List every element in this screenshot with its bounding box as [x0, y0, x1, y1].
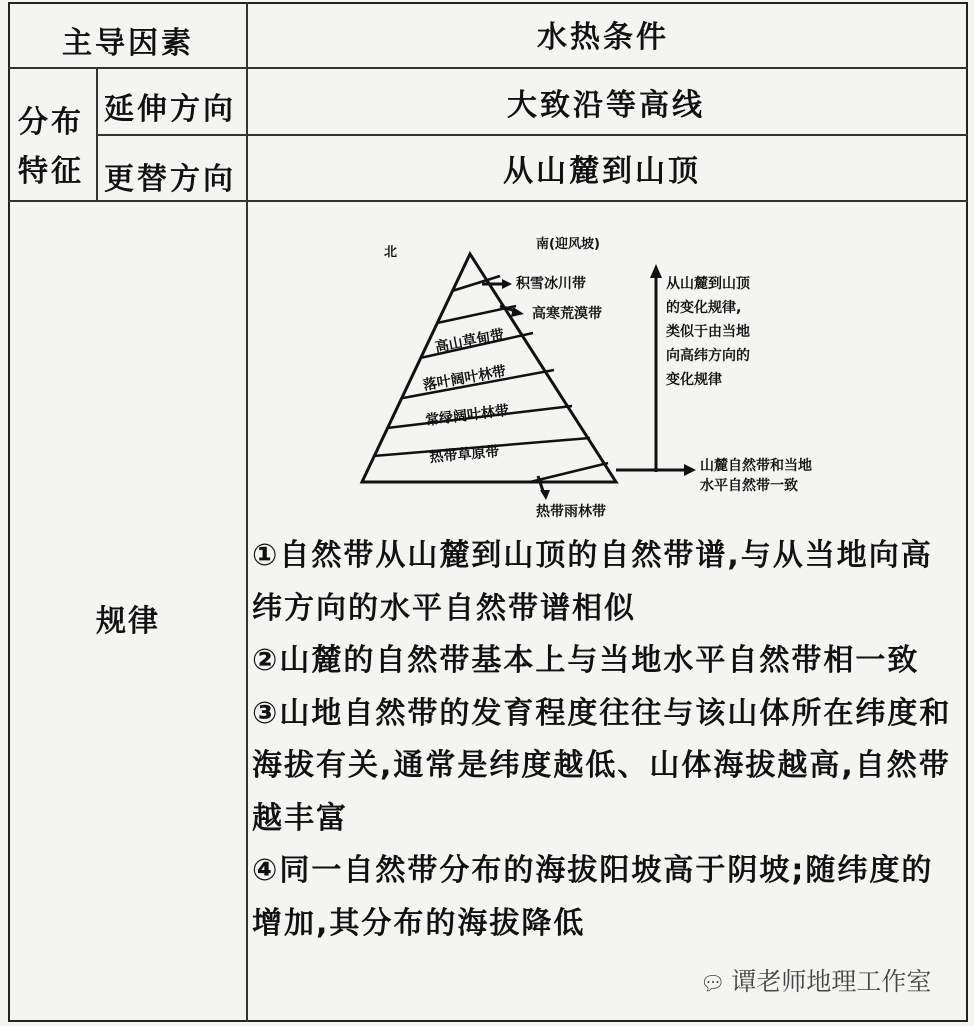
belt-label-evergreen: 常绿阔叶林带	[424, 402, 510, 429]
extension-direction-label: 延伸方向	[104, 92, 236, 127]
vertical-note-line-1: 从山麓到山顶	[666, 276, 750, 292]
horizontal-note-line-2: 水平自然带一致	[700, 478, 798, 494]
header-value: 水热条件	[537, 20, 669, 55]
header-label: 主导因素	[62, 26, 194, 61]
distribution-group-label-1: 分布	[18, 105, 84, 140]
rule-item-3: ③山地自然带的发育程度往往与该山体所在纬度和海拔有关,通常是纬度越低、山体海拔越高,自然带越丰富	[252, 695, 952, 836]
row-divider-1	[8, 67, 968, 69]
rule-item-1: ①自然带从山麓到山顶的自然带谱,与从当地向高纬方向的水平自然带谱相似	[252, 538, 933, 626]
top-belt-label-desert: 高寒荒漠带	[532, 306, 602, 322]
belt-label-alpine-meadow: 高山草甸带	[433, 326, 506, 356]
belt-label-deciduous: 落叶阔叶林带	[421, 363, 508, 394]
rule-item-4: ④同一自然带分布的海拔阳坡高于阴坡;随纬度的增加,其分布的海拔降低	[252, 853, 934, 941]
succession-direction-label: 更替方向	[104, 162, 236, 197]
watermark-text: 谭老师地理工作室	[731, 967, 932, 996]
vertical-note-line-5: 变化规律	[666, 372, 722, 388]
vertical-note-line-4: 向高纬方向的	[666, 348, 750, 364]
base-belt-label: 热带雨林带	[536, 504, 606, 520]
col-divider-main	[246, 2, 248, 1022]
horizontal-note-line-1: 山麓自然带和当地	[700, 458, 812, 474]
succession-direction-value: 从山麓到山顶	[503, 154, 701, 189]
distribution-group-label-2: 特征	[18, 154, 84, 189]
north-label: 北	[384, 245, 398, 260]
row-divider-3	[8, 200, 968, 202]
south-label: 南(迎风坡)	[536, 237, 600, 252]
row-divider-2	[96, 134, 968, 136]
chat-bubble-icon: 💬︎	[700, 971, 726, 995]
rule-list	[252, 530, 964, 950]
extension-direction-value: 大致沿等高线	[507, 88, 705, 123]
mountain-zonation-diagram	[340, 228, 880, 528]
watermark	[700, 962, 931, 998]
rule-item-2: ②山麓的自然带基本上与当地水平自然带相一致	[252, 643, 920, 678]
belt-label-savanna: 热带草原带	[428, 443, 501, 466]
top-belt-label-snow: 积雪冰川带	[516, 276, 586, 292]
vertical-note-line-2: 的变化规律,	[666, 300, 742, 316]
vertical-note-line-3: 类似于由当地	[666, 324, 750, 340]
rule-label: 规律	[96, 604, 160, 639]
